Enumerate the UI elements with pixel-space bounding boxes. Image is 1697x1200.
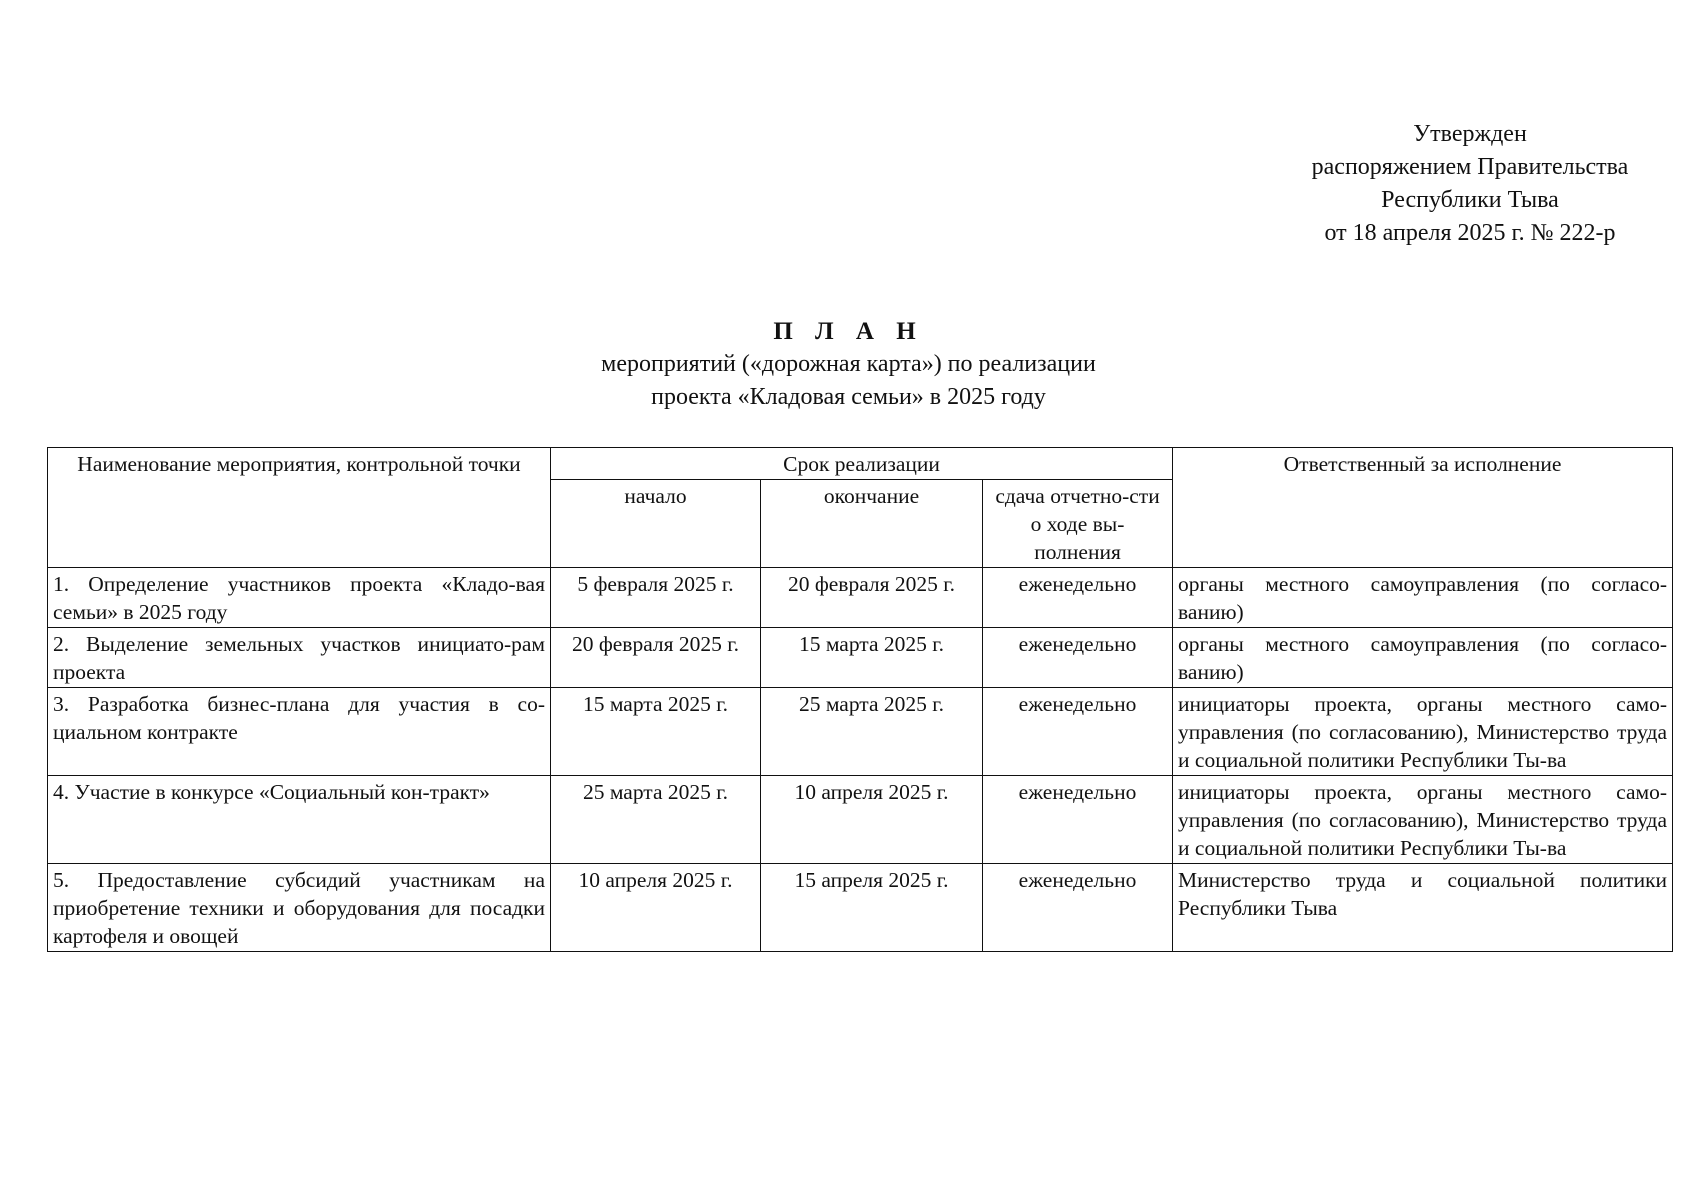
row-responsible: органы местного самоуправления (по согласо-ванию) [1173, 568, 1673, 628]
row-report: еженедельно [983, 864, 1173, 952]
header-period: Срок реализации [551, 448, 1173, 480]
header-report: сдача отчетно-сти о ходе вы-полнения [983, 480, 1173, 568]
row-name: 4. Участие в конкурсе «Социальный кон-тракт» [48, 776, 551, 864]
row-start: 10 апреля 2025 г. [551, 864, 761, 952]
row-end: 20 февраля 2025 г. [761, 568, 983, 628]
row-name: 5. Предоставление субсидий участникам на приобретение техники и оборудования для посадки картофеля и овощей [48, 864, 551, 952]
approval-line-2: распоряжением Правительства [1311, 154, 1629, 180]
row-start: 15 марта 2025 г. [551, 688, 761, 776]
header-start: начало [551, 480, 761, 568]
header-responsible: Ответственный за исполнение [1173, 448, 1673, 568]
row-end: 10 апреля 2025 г. [761, 776, 983, 864]
row-responsible: инициаторы проекта, органы местного само-управления (по согласованию), Министерство труда и социальной политики Республики Ты-ва [1173, 688, 1673, 776]
row-end: 15 марта 2025 г. [761, 628, 983, 688]
approval-stamp [1260, 118, 1680, 250]
table-header-row-1 [48, 448, 1673, 480]
approval-line-1: Утвержден [1413, 121, 1527, 147]
header-name: Наименование мероприятия, контрольной точки [48, 448, 551, 568]
row-end: 25 марта 2025 г. [761, 688, 983, 776]
row-responsible: инициаторы проекта, органы местного само-управления (по согласованию), Министерство труда и социальной политики Республики Ты-ва [1173, 776, 1673, 864]
approval-line-3: Республики Тыва [1381, 187, 1559, 213]
row-name: 2. Выделение земельных участков инициато-рам проекта [48, 628, 551, 688]
row-start: 5 февраля 2025 г. [551, 568, 761, 628]
document-title [0, 315, 1697, 414]
table-row [48, 628, 1673, 688]
row-report: еженедельно [983, 628, 1173, 688]
row-name: 3. Разработка бизнес-плана для участия в со-циальном контракте [48, 688, 551, 776]
plan-subtitle-2: проекта «Кладовая семьи» в 2025 году [651, 384, 1046, 410]
roadmap-table [47, 447, 1673, 952]
row-responsible: Министерство труда и социальной политики Республики Тыва [1173, 864, 1673, 952]
plan-subtitle-1: мероприятий («дорожная карта») по реализации [601, 351, 1096, 377]
row-report: еженедельно [983, 776, 1173, 864]
approval-line-4: от 18 апреля 2025 г. № 222-р [1324, 220, 1616, 246]
row-report: еженедельно [983, 688, 1173, 776]
row-end: 15 апреля 2025 г. [761, 864, 983, 952]
table-row [48, 688, 1673, 776]
row-start: 20 февраля 2025 г. [551, 628, 761, 688]
row-report: еженедельно [983, 568, 1173, 628]
plan-heading: П Л А Н [773, 318, 924, 345]
row-responsible: органы местного самоуправления (по согласо-ванию) [1173, 628, 1673, 688]
table-row [48, 568, 1673, 628]
header-end: окончание [761, 480, 983, 568]
row-name: 1. Определение участников проекта «Кладо-вая семьи» в 2025 году [48, 568, 551, 628]
table-row [48, 776, 1673, 864]
row-start: 25 марта 2025 г. [551, 776, 761, 864]
table-row [48, 864, 1673, 952]
